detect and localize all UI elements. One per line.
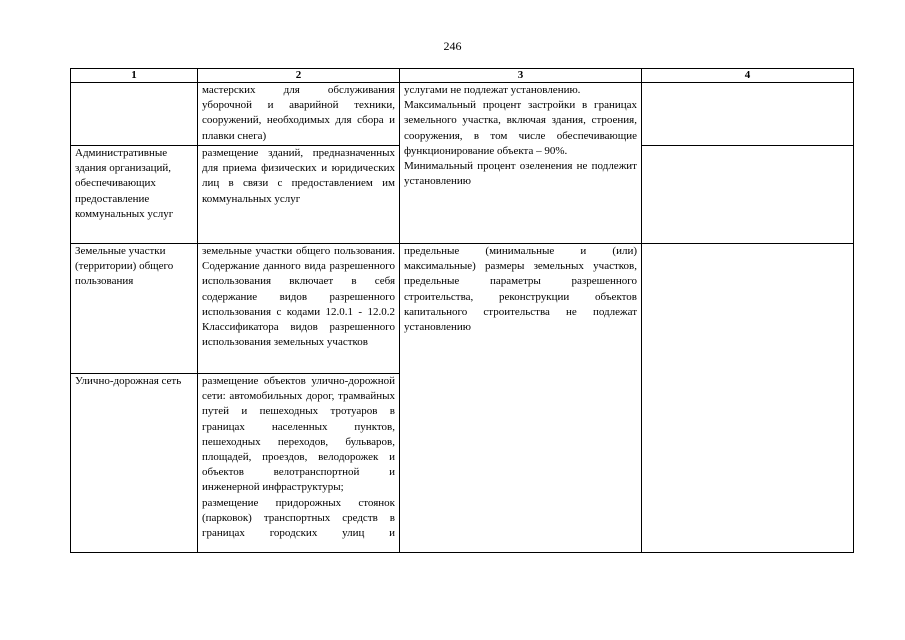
- row-admin-col1: Административные здания организаций, обеспечивающих предоставление коммунальных услуг: [71, 146, 198, 244]
- table-header-row: [71, 69, 854, 83]
- row-road-col2: [198, 374, 400, 553]
- row-land-col2: земельные участки общего пользования. Содержание данного вида разрешенного использования включает в себя содержание видов разрешенного использования с кодами 12.0.1 - 12.0.2 Классификатора видов разрешенного использования земельных участков: [198, 244, 400, 374]
- row-continued-col1: [71, 83, 198, 146]
- col3-paragraph-2: Максимальный процент застройки в границах земельного участка, включая здания, строения, сооружения, в том числе обеспечивающие функционирование объекта – 90%.: [404, 99, 637, 157]
- table-row: [71, 83, 854, 146]
- row-road-col1: Улично-дорожная сеть: [71, 374, 198, 553]
- regulations-table: [70, 68, 854, 553]
- page-number: 246: [443, 39, 462, 53]
- row-land-col1: Земельные участки (территории) общего пользования: [71, 244, 198, 374]
- column-header-2: 2: [198, 69, 400, 83]
- col3-paragraph-3: Минимальный процент озеленения не подлежит установлению: [404, 160, 637, 188]
- row-admin-col4: [642, 146, 854, 244]
- column-header-1: 1: [71, 69, 198, 83]
- rows-shared-col3: [400, 83, 642, 244]
- road-col2-paragraph-2: размещение придорожных стоянок (парковок) транспортных средств в границах городских улиц и: [202, 496, 395, 540]
- table-row: [71, 244, 854, 374]
- column-header-3: 3: [400, 69, 642, 83]
- rows-shared-col3-b: предельные (минимальные и (или) максимальные) размеры земельных участков, предельные параметры разрешенного строительства, реконструкции объектов капитального строительства не подлежат установлению: [400, 244, 642, 553]
- column-header-4: 4: [642, 69, 854, 83]
- row-continued-col4: [642, 83, 854, 146]
- row-admin-col2: размещение зданий, предназначенных для приема физических и юридических лиц в связи с предоставлением им коммунальных услуг: [198, 146, 400, 244]
- road-col2-paragraph-1: размещение объектов улично-дорожной сети: автомобильных дорог, трамвайных путей и пешеходных тротуаров в границах населенных пунктов, пешеходных переходов, бульваров, площадей, проездов, велодорожек и объектов велотранспортной и инженерной инфраструктуры;: [202, 375, 395, 494]
- row-continued-col2: мастерских для обслуживания уборочной и аварийной техники, сооружений, необходимых для сбора и плавки снега): [198, 83, 400, 146]
- col3-paragraph-1: услугами не подлежат установлению.: [404, 84, 581, 96]
- rows-shared-col4-b: [642, 244, 854, 553]
